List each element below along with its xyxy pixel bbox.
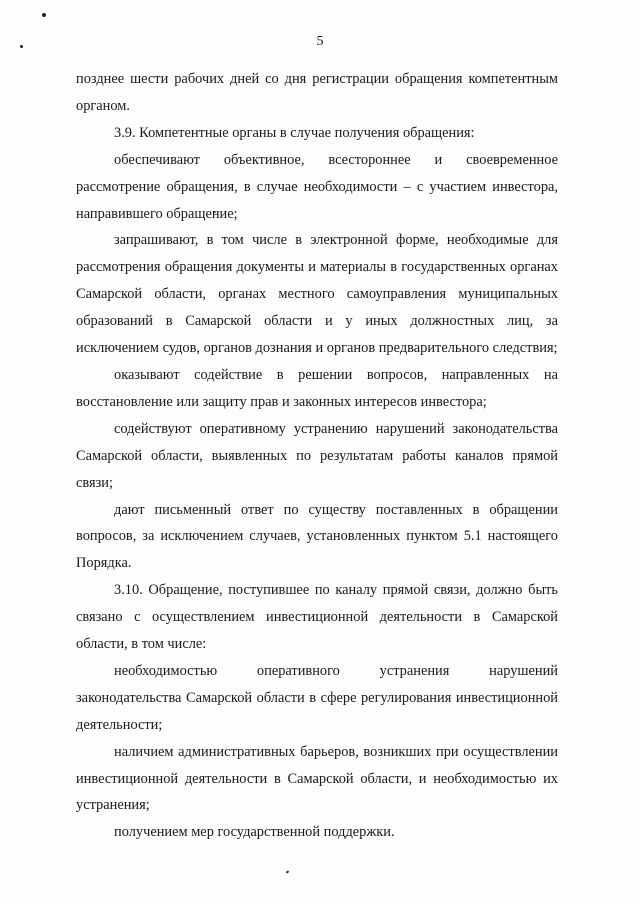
document-body [76,66,558,846]
paragraph-request-documents: запрашивают, в том числе в электронной форме, необходимые для рассмотрения обращения документы и материалы в государственных органах Самарской области, органах местного самоуправления муниципальных образований в Самарской области и у иных должностных лиц, за исключением судов, органов дознания и органов предварительного следствия; [76,232,558,357]
scan-speck [42,13,46,17]
paragraph-written-answer: дают письменный ответ по существу поставленных в обращении вопросов, за исключением случаев, установленных пунктом 5.1 настоящего Порядка. [76,501,558,572]
page-number: 5 [316,34,324,49]
paragraph-eliminate-violations: содействуют оперативному устранению нарушений законодательства Самарской области, выявленных по результатам работы каналов прямой связи; [76,420,558,491]
paragraph-assist: оказывают содействие в решении вопросов, направленных на восстановление или защиту прав и законных интересов инвестора; [76,366,558,410]
scan-speck [286,870,290,873]
paragraph-ensure-review: обеспечивают объективное, всестороннее и своевременное рассмотрение обращения, в случае необходимости – с участием инвестора, направившего обращение; [76,151,558,222]
paragraph-3-9-heading: 3.9. Компетентные органы в случае получения обращения: [114,124,475,141]
paragraph-necessity: необходимостью оперативного устранения нарушений законодательства Самарской области в сфере регулирования инвестиционной деятельности; [76,662,558,733]
paragraph-state-support: получением мер государственной поддержки. [114,824,395,841]
paragraph-3-10-heading: 3.10. Обращение, поступившее по каналу прямой связи, должно быть связано с осуществлением инвестиционной деятельности в Самарской области, в том числе: [76,582,558,653]
paragraph-barriers: наличием административных барьеров, возникших при осуществлении инвестиционной деятельности в Самарской области, и необходимостью их устранения; [76,743,558,814]
paragraph-continuation: позднее шести рабочих дней со дня регистрации обращения компетентным органом. [76,71,558,114]
